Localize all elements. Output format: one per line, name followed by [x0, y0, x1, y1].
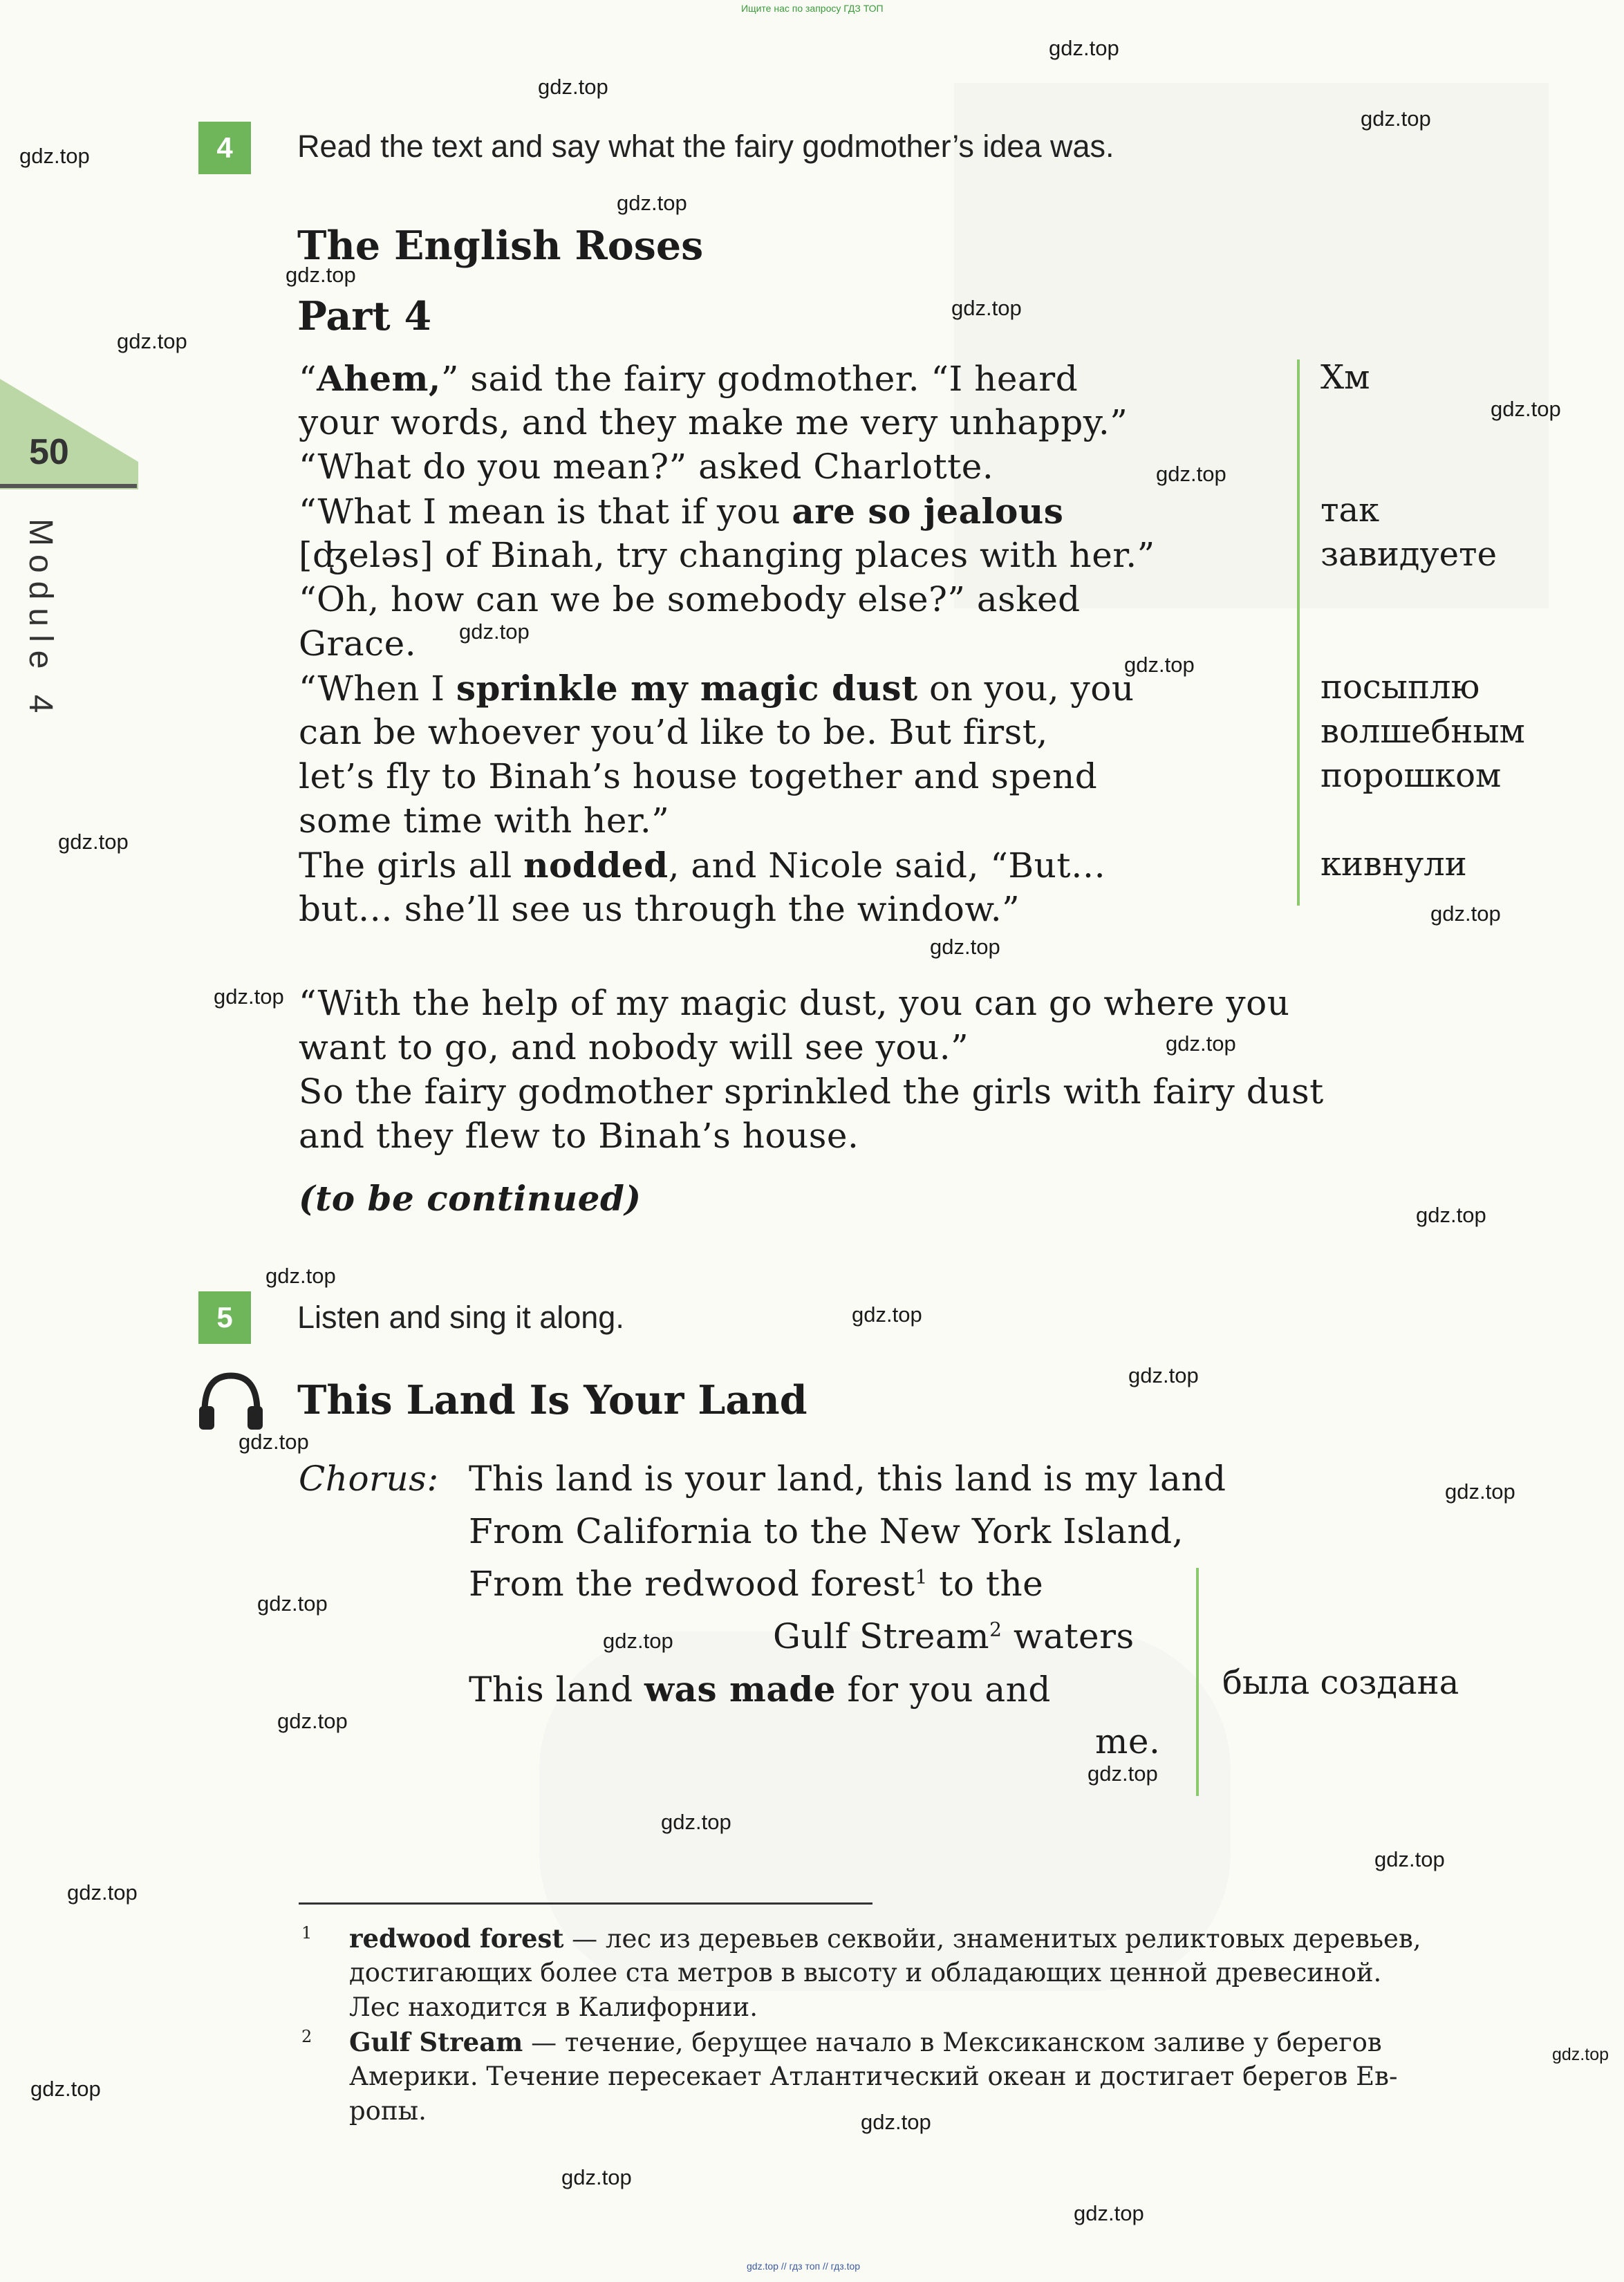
song-line: This land is your land, this land is my land	[469, 1459, 1226, 1499]
watermark: gdz.top	[661, 1810, 731, 1834]
watermark: gdz.top	[861, 2110, 931, 2134]
task-5-instruction: Listen and sing it along.	[297, 1300, 624, 1335]
story-line: “With the help of my magic dust, you can go where you	[299, 983, 1290, 1023]
gloss-item: порошком	[1320, 756, 1502, 795]
story-part: Part 4	[297, 293, 432, 339]
watermark: gdz.top	[617, 191, 687, 215]
song-line: Gulf Stream$^2$ waters	[773, 1616, 1135, 1656]
watermark: gdz.top	[852, 1302, 922, 1327]
gloss-item: посыплю	[1320, 668, 1480, 707]
watermark: gdz.top	[58, 830, 129, 854]
footnote-line: redwood forest — лес из деревьев секвойи, знаменитых реликтовых деревьев,	[349, 1923, 1421, 1954]
watermark: gdz.top	[1361, 106, 1431, 131]
task-4-instruction: Read the text and say what the fairy godmother’s idea was.	[297, 129, 1114, 164]
story-line: [ʤeləs] of Binah, try changing places with her.”	[299, 535, 1155, 575]
watermark: gdz.top	[538, 75, 608, 99]
watermark: gdz.top	[1445, 1479, 1515, 1504]
story-line: The girls all nodded, and Nicole said, “But…	[299, 845, 1106, 886]
watermark: gdz.top	[603, 1629, 673, 1653]
watermark: gdz.top	[277, 1709, 348, 1733]
song-line: From the redwood forest$^1$ to the	[469, 1564, 1044, 1604]
footnote-line: Gulf Stream — течение, берущее начало в Мексиканском заливе у берегов	[349, 2027, 1382, 2057]
gloss-item: волшебным	[1320, 712, 1525, 751]
song-gloss: была создана	[1222, 1663, 1459, 1702]
page-tab	[0, 379, 138, 489]
watermark: gdz.top	[1124, 653, 1195, 677]
footnote-line: ропы.	[349, 2096, 427, 2126]
song-title: This Land Is Your Land	[297, 1377, 808, 1423]
footnote-line: Лес находится в Калифорнии.	[349, 1992, 758, 2022]
gloss-item: завидуете	[1320, 535, 1497, 574]
story-line: “What do you mean?” asked Charlotte.	[299, 447, 994, 487]
watermark: gdz.top	[239, 1430, 309, 1454]
watermark: gdz.top	[459, 619, 530, 644]
watermark: gdz.top	[1128, 1363, 1199, 1387]
watermark: gdz.top	[930, 935, 1000, 959]
story-line: and they flew to Binah’s house.	[299, 1116, 859, 1156]
watermark: gdz.top	[286, 263, 356, 287]
watermark: gdz.top	[1430, 901, 1501, 926]
story-line: but… she’ll see us through the window.”	[299, 889, 1020, 929]
story-line: Grace.	[299, 624, 417, 664]
watermark: gdz.top	[117, 329, 187, 353]
gloss-item: так	[1320, 491, 1380, 530]
to-be-continued: (to be continued)	[299, 1178, 642, 1219]
page-number: 50	[29, 432, 69, 472]
watermark: gdz.top	[214, 984, 284, 1009]
watermark: gdz.top	[1049, 36, 1119, 60]
watermark: gdz.top	[1491, 397, 1561, 421]
song-line: me.	[1095, 1721, 1161, 1761]
module-label: Module 4	[22, 518, 59, 722]
watermark: gdz.top	[1374, 1847, 1445, 1871]
headphones-icon	[196, 1370, 265, 1435]
footnote-number: 2	[301, 2027, 312, 2046]
watermark: gdz.top	[265, 1264, 336, 1288]
page-tab-shape	[0, 379, 138, 489]
story-line: let’s fly to Binah’s house together and spend	[299, 756, 1098, 796]
watermark: gdz.top	[257, 1591, 328, 1616]
story-line: So the fairy godmother sprinkled the girls with fairy dust	[299, 1072, 1324, 1112]
top-search-note: Ищите нас по запросу ГДЗ ТОП	[741, 3, 884, 14]
watermark: gdz.top	[1088, 1761, 1158, 1786]
task-4-badge: 4	[198, 122, 251, 174]
story-line: some time with her.”	[299, 801, 670, 841]
song-line: From California to the New York Island,	[469, 1511, 1184, 1551]
chorus-label: Chorus:	[299, 1459, 439, 1499]
watermark: gdz.top	[561, 2165, 632, 2189]
story-line: your words, and they make me very unhappy.”	[299, 402, 1128, 442]
gloss-item: кивнули	[1320, 845, 1467, 883]
watermark: gdz.top	[1156, 462, 1226, 486]
watermark: gdz.top	[67, 1880, 138, 1905]
watermark: gdz.top	[1416, 1203, 1486, 1227]
footnote-line: Америки. Течение пересекает Атлантический океан и достигает берегов Ев-	[349, 2061, 1398, 2091]
gloss-divider	[1297, 359, 1300, 906]
story-line: “When I sprinkle my magic dust on you, you	[299, 668, 1135, 709]
watermark: gdz.top	[951, 296, 1022, 320]
bottom-note: gdz.top // гдз топ // гдз.top	[747, 2261, 861, 2272]
watermark: gdz.top	[1166, 1031, 1236, 1056]
watermark: gdz.top	[30, 2077, 101, 2101]
song-line: This land was made for you and	[469, 1669, 1051, 1710]
story-line: want to go, and nobody will see you.”	[299, 1027, 969, 1067]
watermark: gdz.top	[1552, 2045, 1609, 2064]
page-number-rule	[0, 484, 137, 488]
watermark: gdz.top	[1074, 2201, 1144, 2225]
song-gloss-divider	[1196, 1568, 1199, 1796]
footnote-number: 1	[301, 1923, 312, 1943]
story-line: “Ahem,” said the fairy godmother. “I heard	[299, 358, 1079, 399]
story-line: can be whoever you’d like to be. But first,	[299, 712, 1048, 752]
footnote-rule	[299, 1902, 872, 1905]
footnote-line: достигающих более ста метров в высоту и обладающих ценной древесиной.	[349, 1958, 1382, 1988]
gloss-item: Хм	[1320, 358, 1370, 397]
task-5-badge: 5	[198, 1291, 251, 1344]
story-line: “Oh, how can we be somebody else?” asked	[299, 579, 1081, 619]
story-line: “What I mean is that if you are so jealous	[299, 491, 1064, 532]
story-title: The English Roses	[297, 223, 704, 269]
watermark: gdz.top	[19, 144, 90, 168]
